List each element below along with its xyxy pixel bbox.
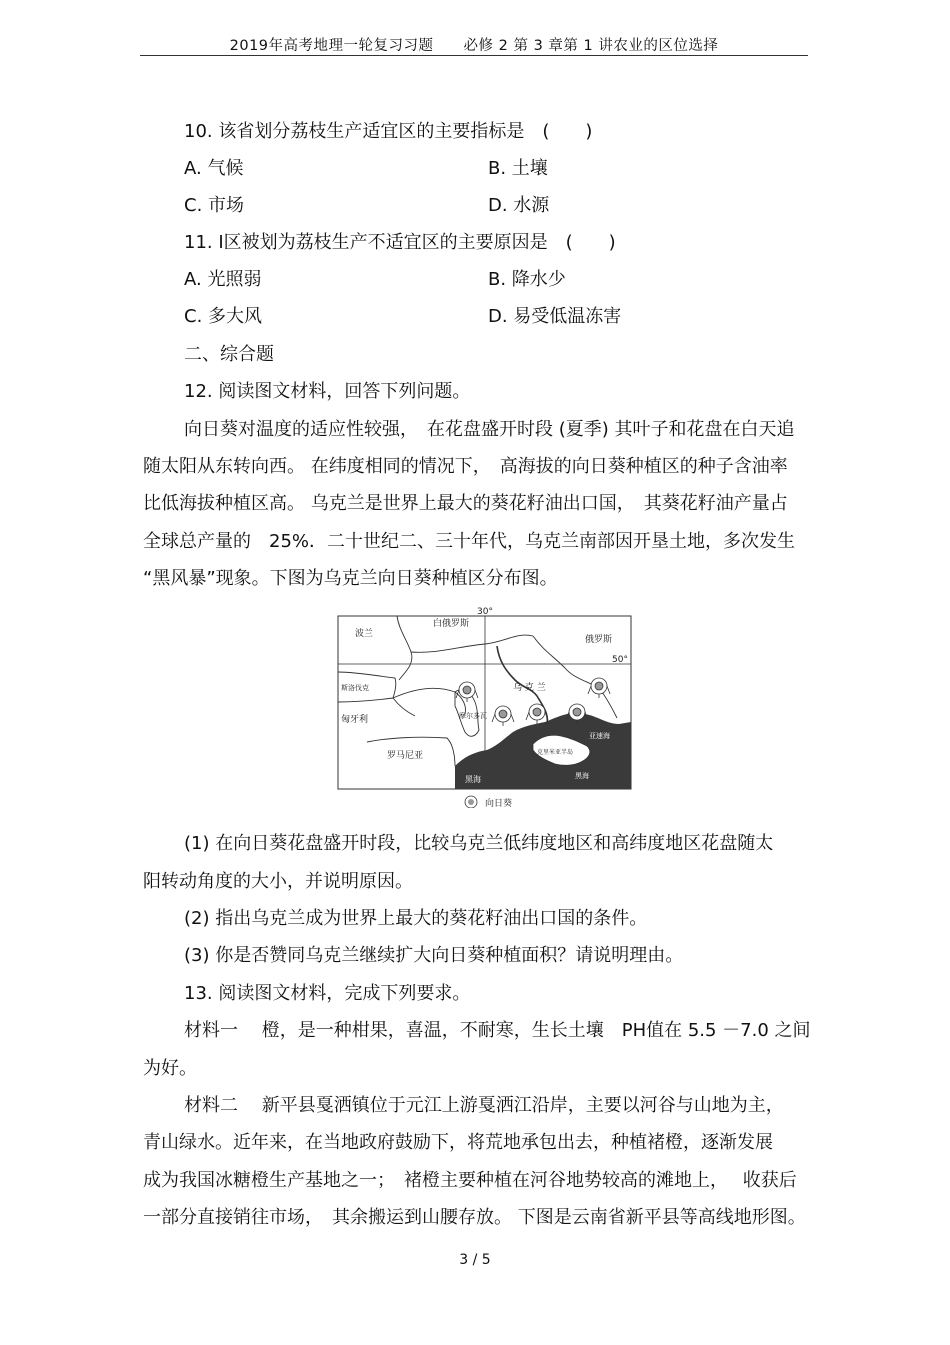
label-crimea: 克里米亚半岛 bbox=[537, 749, 574, 756]
q12-stem: 12. 阅读图文材料，回答下列问题。 bbox=[184, 381, 471, 402]
label-slovakia: 斯洛伐克 bbox=[341, 684, 369, 692]
label-moldova: 摩尔多瓦 bbox=[459, 712, 487, 720]
q12-subquestion: (1) 在向日葵花盘盛开时段，比较乌克兰低纬度地区和高纬度地区花盘随太 bbox=[184, 833, 774, 854]
q12-material-line: 随太阳从东转向西。 在纬度相同的情况下， 高海拔的向日葵种植区的种子含油率 bbox=[143, 456, 788, 477]
q13-material2-line: 成为我国冰糖橙生产基地之一； 褚橙主要种植在河谷地势较高的滩地上， 收获后 bbox=[143, 1170, 797, 1191]
page-header: 2019年高考地理一轮复习习题 必修 2 第 3 章第 1 讲农业的区位选择 bbox=[229, 38, 719, 54]
label-lon30: 30° bbox=[477, 607, 493, 617]
label-russia: 俄罗斯 bbox=[585, 635, 613, 645]
q10-option-c: C. 市场 bbox=[184, 195, 245, 216]
map-legend bbox=[465, 796, 512, 808]
q11-option-d: D. 易受低温冻害 bbox=[488, 306, 622, 327]
q12-material-line: “黑风暴”现象。下图为乌克兰向日葵种植区分布图。 bbox=[143, 568, 558, 589]
q12-subquestion: 阳转动角度的大小，并说明原因。 bbox=[143, 871, 413, 892]
label-blacksea-1: 黑海 bbox=[465, 775, 481, 784]
label-ukraine: 乌 克 兰 bbox=[513, 683, 546, 693]
q13-material2-line: 一部分直接销往市场， 其余搬运到山腰存放。 下图是云南省新平县等高线地形图。 bbox=[143, 1207, 806, 1228]
q13-stem: 13. 阅读图文材料，完成下列要求。 bbox=[184, 983, 471, 1004]
q13-material1-line: 材料一 橙，是一种柑果，喜温，不耐寒，生长土壤 PH值在 5.5 －7.0 之间 bbox=[184, 1020, 811, 1041]
label-lat50: 50° bbox=[612, 655, 628, 665]
q10-stem: 10. 该省划分荔枝生产适宜区的主要指标是 ( ) bbox=[184, 121, 593, 142]
q12-subquestion: (2) 指出乌克兰成为世界上最大的葵花籽油出口国的条件。 bbox=[184, 908, 648, 929]
header-rule bbox=[140, 55, 808, 56]
label-romania: 罗马尼亚 bbox=[387, 751, 424, 761]
label-blacksea-2: 黑海 bbox=[575, 772, 589, 780]
q10-option-b: B. 土壤 bbox=[488, 158, 548, 179]
q11-option-b: B. 降水少 bbox=[488, 269, 566, 290]
q12-material-line: 比低海拔种植区高。 乌克兰是世界上最大的葵花籽油出口国， 其葵花籽油产量占 bbox=[143, 493, 788, 514]
section-title: 二、综合题 bbox=[184, 344, 274, 365]
label-hungary: 匈牙利 bbox=[341, 715, 369, 725]
q10-option-d: D. 水源 bbox=[488, 195, 550, 216]
q11-stem: 11. Ⅰ区被划为荔枝生产不适宜区的主要原因是 ( ) bbox=[184, 232, 616, 253]
q10-option-a: A. 气候 bbox=[184, 158, 244, 179]
label-poland: 波兰 bbox=[355, 629, 374, 639]
label-azov: 亚速海 bbox=[589, 732, 610, 740]
q13-material1-line: 为好。 bbox=[143, 1058, 197, 1079]
q12-material-line: 向日葵对温度的适应性较强， 在花盘盛开时段 (夏季) 其叶子和花盘在白天追 bbox=[184, 419, 795, 440]
legend-label: 向日葵 bbox=[485, 799, 513, 808]
q11-option-c: C. 多大风 bbox=[184, 306, 263, 327]
ukraine-sunflower-map bbox=[337, 606, 633, 808]
q13-material2-line: 青山绿水。近年来，在当地政府鼓励下，将荒地承包出去，种植褚橙，逐渐发展 bbox=[143, 1132, 773, 1153]
label-belarus: 白俄罗斯 bbox=[433, 619, 470, 629]
q12-subquestion: (3) 你是否赞同乌克兰继续扩大向日葵种植面积？请说明理由。 bbox=[184, 945, 684, 966]
q12-material-line: 全球总产量的 25%．二十世纪二、三十年代，乌克兰南部因开垦土地，多次发生 bbox=[143, 531, 796, 552]
page-number: 3 / 5 bbox=[459, 1252, 491, 1268]
q13-material2-line: 材料二 新平县戛洒镇位于元江上游戛洒江沿岸，主要以河谷与山地为主， bbox=[184, 1095, 784, 1116]
q11-option-a: A. 光照弱 bbox=[184, 269, 262, 290]
